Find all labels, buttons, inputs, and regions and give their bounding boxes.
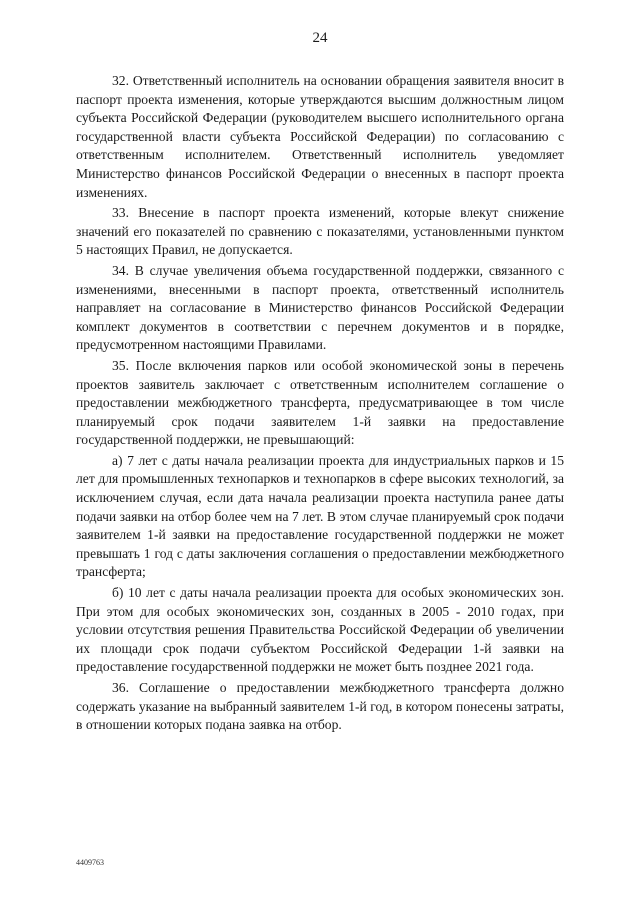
paragraph-34: 34. В случае увеличения объема государственной поддержки, связанного с изменениями, внесенными в паспорт проекта, ответственный исполнитель направляет на согласование в Министерство финансов Российской Федерации комплект документов в соответствии с перечнем документов и в порядке, предусмотренном настоящими Правилами. [76,262,564,353]
paragraph-32: 32. Ответственный исполнитель на основании обращения заявителя вносит в паспорт проекта изменения, которые утверждаются высшим должностным лицом субъекта Российской Федерации (руководителем высшего исполнительного органа государственной власти субъекта Российской Федерации) по согласованию с ответственным исполнителем. Ответственный исполнитель уведомляет Министерство финансов Российской Федерации о внесенных в паспорт проекта изменениях. [76,73,564,200]
paragraph-35-a: а) 7 лет с даты начала реализации проекта для индустриальных парков и 15 лет для промышленных технопарков и технопарков в сфере высоких технологий, за исключением случая, если дата начала реализации проекта наступила ранее даты подачи заявки на отбор более чем на 7 лет. В этом случае планируемый срок подачи заявителем 1-й заявки на предоставление государственной поддержки не может превышать 1 год с даты заключения соглашения о предоставлении межбюджетного трансферта; [76,452,564,580]
paragraph-35: 35. После включения парков или особой экономической зоны в перечень проектов заявитель заключает с ответственным исполнителем соглашение о предоставлении межбюджетного трансферта, предусматривающее в том числе планируемый срок подачи заявителем 1-й заявки на предоставление государственной поддержки, не превышающий: [76,357,564,448]
document-code: 4409763 [76,858,104,867]
paragraph-33: 33. Внесение в паспорт проекта изменений, которые влекут снижение значений его показателей по сравнению с показателями, установленными пунктом 5 настоящих Правил, не допускается. [76,205,564,258]
page-number: 24 [312,30,328,46]
paragraph-35-b: б) 10 лет с даты начала реализации проекта для особых экономических зон. При этом для особых экономических зон, созданных в 2005 - 2010 годах, при условии отсутствия решения Правительства Российской Федерации об увеличении их площади срок подачи субъектом Российской Федерации 1-й заявки на предоставление государственной поддержки не может быть позднее 2021 года. [76,585,564,675]
paragraph-36: 36. Соглашение о предоставлении межбюджетного трансферта должно содержать указание на выбранный заявителем 1-й год, в котором понесены затраты, в отношении которых подана заявка на отбор. [76,680,564,733]
document-body [76,72,564,737]
